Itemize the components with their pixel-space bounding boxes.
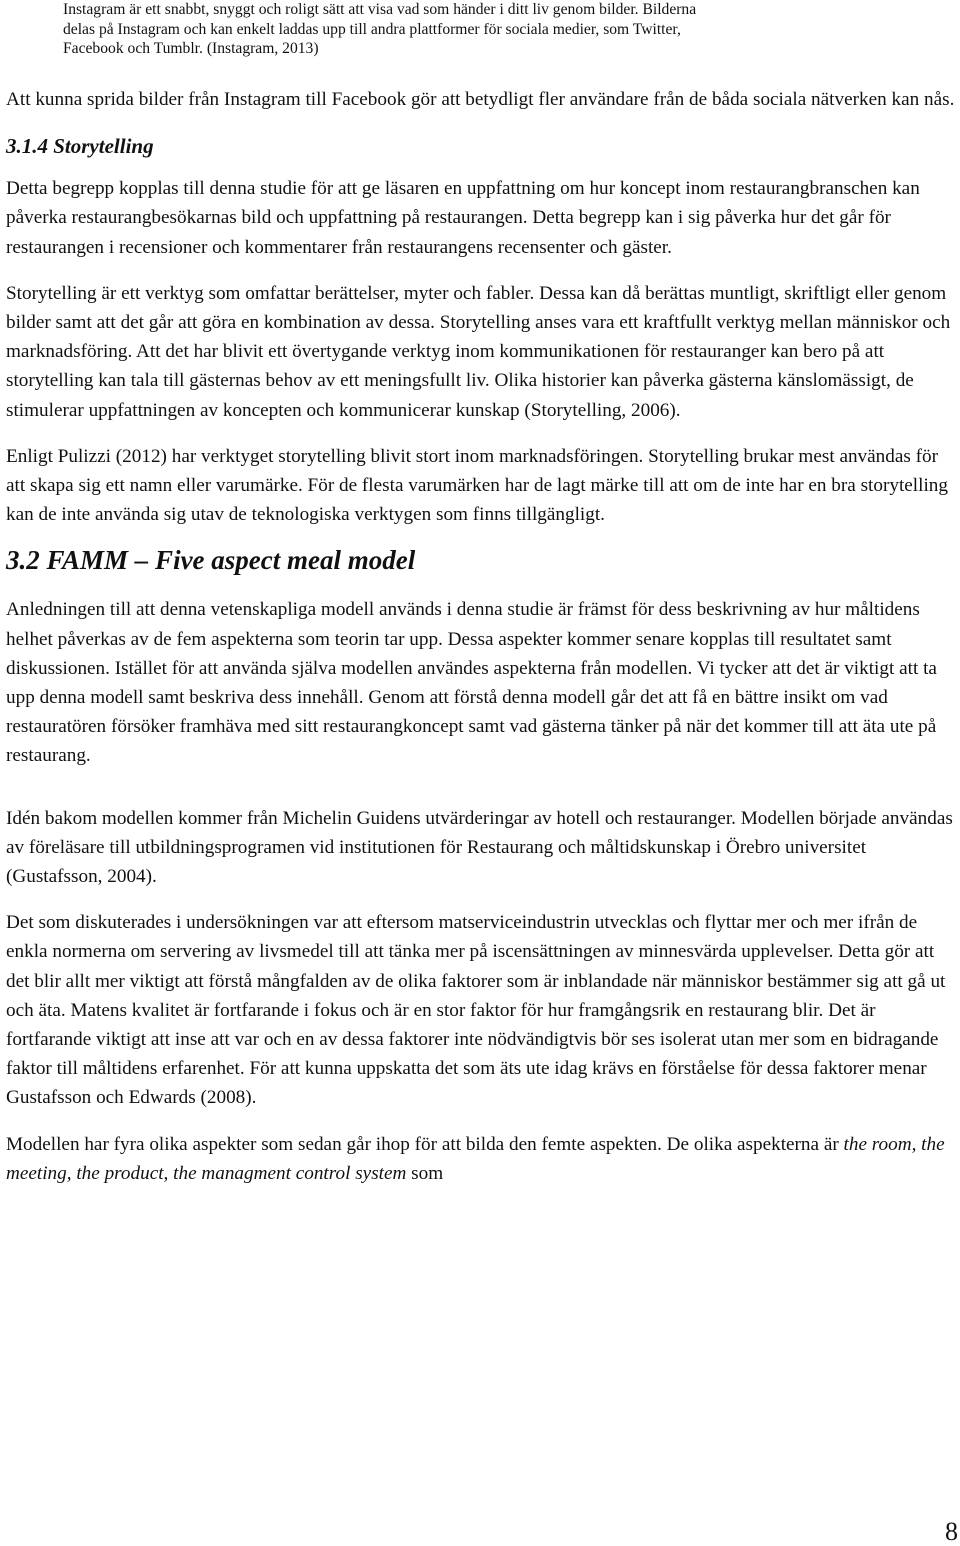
page-number: 8 (945, 1517, 958, 1546)
heading-storytelling: 3.1.4 Storytelling (6, 134, 154, 159)
paragraph-storytelling-2: Storytelling är ett verktyg som omfattar berättelser, myter och fabler. Dessa kan då berättas muntligt, skriftligt eller genom bilder samt att det går att göra en kombination av dessa. Storytelling anses vara ett kraftfullt verktyg mellan människor och marknadsföring. Att det har blivit ett övertygande verktyg inom kommunikationen för restauranger kan bero på att storytelling kan tala till gästernas behov av ett meningsfullt liv. Olika historier kan påverka gästerna känslomässigt, de stimulerar uppfattningen av koncepten och kommunicerar kunskap (Storytelling, 2006). (6, 282, 951, 421)
paragraph-famm-1: Anledningen till att denna vetenskapliga modell används i denna studie är främst för dess beskrivning av hur måltidens helhet påverkas av de fem aspekterna som teorin tar upp. Dessa aspekter kommer senare kopplas till resultatet samt diskussionen. Istället för att använda själva modellen användes aspekterna från modellen. Vi tycker att det är viktigt att ta upp denna modell samt beskriva dess innehåll. Genom att förstå denna modell går det att få en bättre insikt om vad restauratören försöker framhäva med sitt restaurangkoncept samt vad gästerna tänker på när det kommer till att äta ute på restaurang. (6, 599, 937, 767)
quote-line-2: delas på Instagram och kan enkelt laddas upp till andra plattformer för sociala medier, som Twitter, (63, 20, 681, 38)
paragraph-famm-4-italic: the room, the meeting, the product, the managment control system (6, 1133, 945, 1184)
quote-line-3: Facebook och Tumblr. (Instagram, 2013) (63, 40, 319, 57)
paragraph-instagram-reach: Att kunna sprida bilder från Instagram till Facebook gör att betydligt fler användare från de båda sociala nätverken kan nås. (6, 89, 955, 110)
paragraph-famm-2: Idén bakom modellen kommer från Michelin Guidens utvärderingar av hotell och restauranger. Modellen började användas av föreläsare till utbildningsprogramen vid institutionen för Restaurang och måltidskunskap i Örebro universitet (Gustafsson, 2004). (6, 807, 953, 888)
paragraph-famm-4 (6, 1130, 956, 1188)
heading-famm: 3.2 FAMM – Five aspect meal model (6, 545, 416, 576)
paragraph-famm-4-start: Modellen har fyra olika aspekter som sedan går ihop för att bilda den femte aspekten. De olika aspekterna är (6, 1133, 844, 1155)
paragraph-storytelling-3: Enligt Pulizzi (2012) har verktyget storytelling blivit stort inom marknadsföringen. Storytelling brukar mest användas för att skapa sig ett namn eller varumärke. För de flesta varumärken har de lagt märke till att om de inte har en bra storytelling kan de inte använda sig utav de teknologiska verktygen som finns tillgängligt. (6, 445, 948, 526)
paragraph-storytelling-1: Detta begrepp kopplas till denna studie för att ge läsaren en uppfattning om hur koncept inom restaurangbranschen kan påverka restaurangbesökarnas bild och uppfattning på restaurangen. Detta begrepp kan i sig påverka hur det går för restaurangen i recensioner och kommentarer från restaurangens recensenter och gäster. (6, 178, 920, 258)
block-quote (63, 0, 943, 59)
paragraph-famm-4-end: som (406, 1162, 444, 1184)
paragraph-famm-3: Det som diskuterades i undersökningen var att eftersom matserviceindustrin utvecklas och flyttar mer och mer ifrån de enkla normerna om servering av livsmedel till att tänka mer på iscensättningen av minnesvärda upplevelser. Detta gör att det blir allt mer viktigt att förstå mångfalden av de olika faktorer som är inblandade när människor bestämmer sig att gå ut och äta. Matens kvalitet är fortfarande i fokus och är en stor faktor för hur framgångsrik en restaurang blir. Det är fortfarande viktigt att inse att var och en av dessa faktorer inte nödvändigtvis bör ses isolerat utan mer som en bidragande faktor till måltidens erfarenhet. För att kunna uppskatta det som äts ute idag krävs en förståelse för dessa faktorer menar Gustafsson och Edwards (2008). (6, 912, 946, 1109)
body-text (6, 85, 956, 1188)
quote-line-1: Instagram är ett snabbt, snyggt och roligt sätt att visa vad som händer i ditt liv genom bilder. Bilderna (63, 1, 697, 18)
